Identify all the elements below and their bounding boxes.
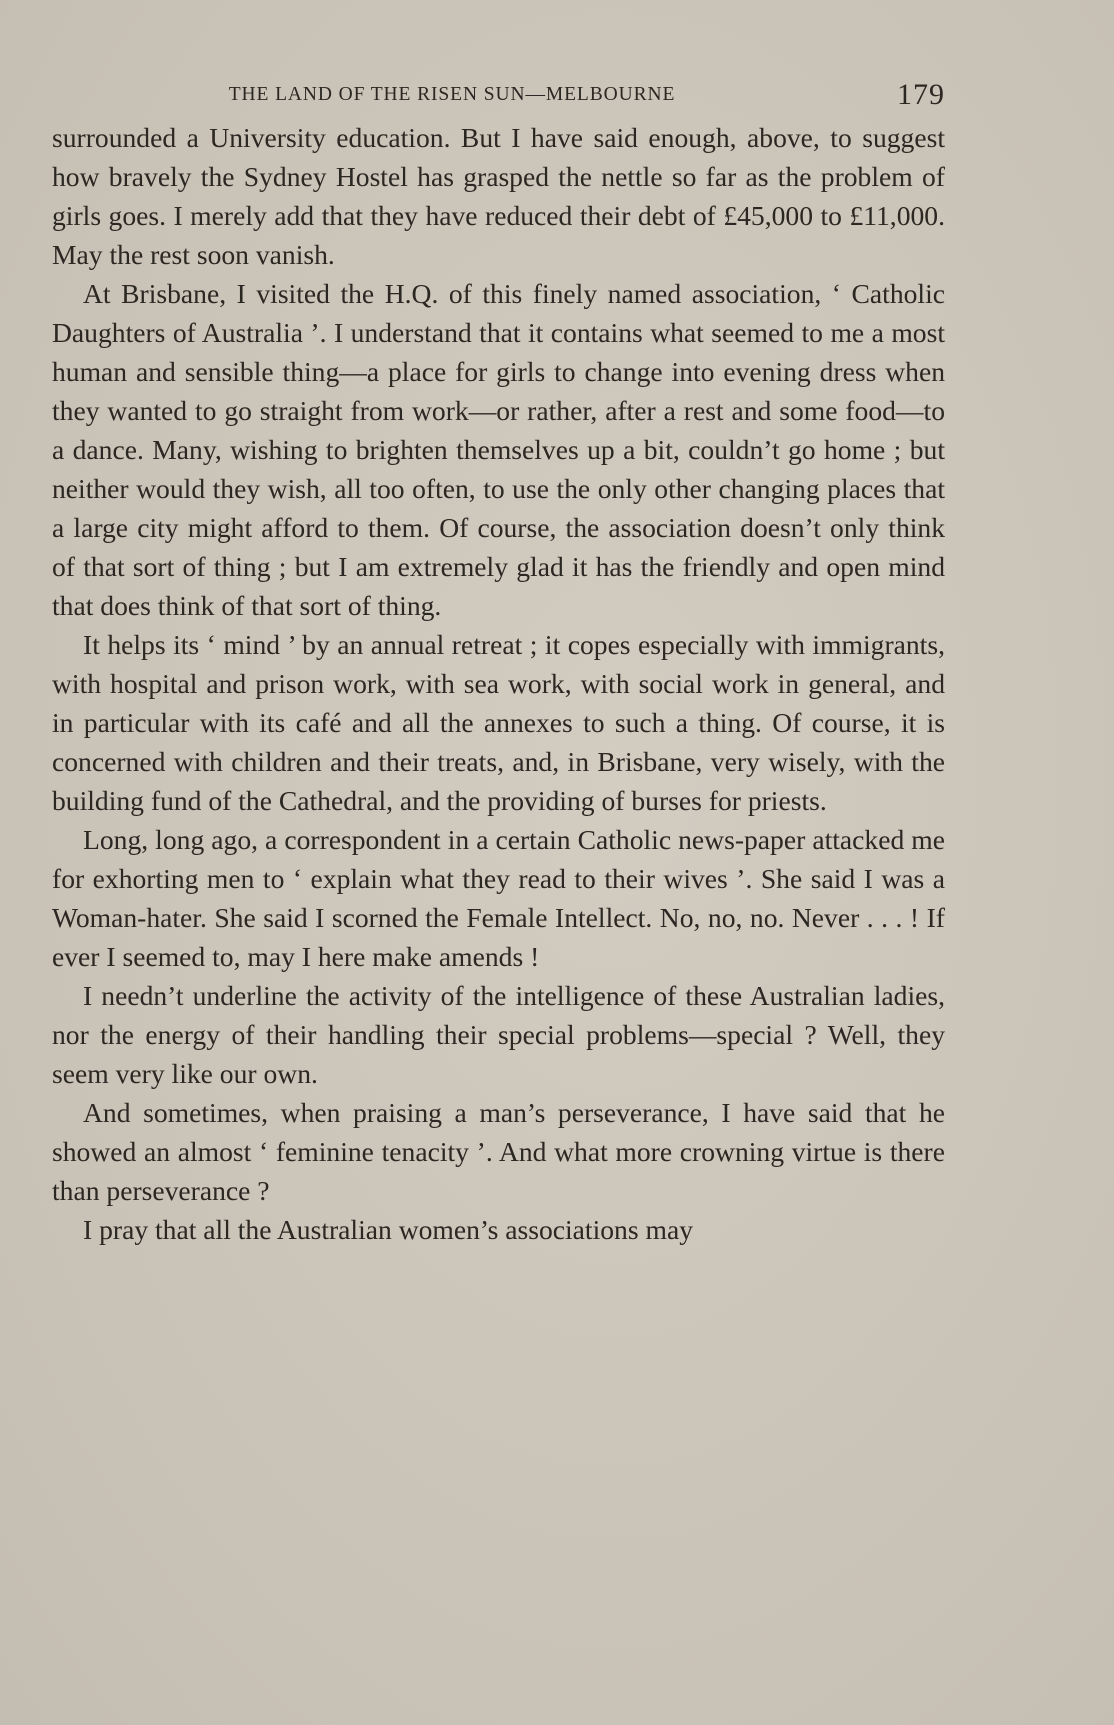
book-page	[52, 78, 945, 1249]
chapter-title: THE LAND OF THE RISEN SUN—MELBOURNE	[228, 84, 676, 105]
paragraph: surrounded a University education. But I have said enough, above, to suggest how bravely the Sydney Hostel has grasped the nettle so far as the problem of girls goes. I merely add that they have reduced their debt of £45,000 to £11,000. May the rest soon vanish.	[52, 122, 945, 270]
paragraph: And sometimes, when praising a man’s perseverance, I have said that he showed an almost ‘ feminine tenacity ’. And what more crowning virtue is there than perseverance ?	[52, 1097, 945, 1206]
body-text	[52, 118, 945, 1249]
paragraph: Long, long ago, a correspondent in a certain Catholic news-paper attacked me for exhorting men to ‘ explain what they read to their wives ’. She said I was a Woman-hater. She said I scorned the Female Intellect. No, no, no. Never . . . ! If ever I seemed to, may I here make amends !	[52, 824, 945, 972]
paragraph: I pray that all the Australian women’s associations may	[83, 1214, 693, 1245]
paragraph: At Brisbane, I visited the H.Q. of this finely named association, ‘ Catholic Daughters of Australia ’. I understand that it contains what seemed to me a most human and sensible thing—a place for girls to change into evening dress when they wanted to go straight from work—or rather, after a rest and some food—to a dance. Many, wishing to brighten themselves up a bit, couldn’t go home ; but neither would they wish, all too often, to use the only other changing places that a large city might afford to them. Of course, the association doesn’t only think of that sort of thing ; but I am extremely glad it has the friendly and open mind that does think of that sort of thing.	[52, 278, 945, 621]
paragraph: It helps its ‘ mind ’ by an annual retreat ; it copes especially with immigrants, with hospital and prison work, with sea work, with social work in general, and in particular with its café and all the annexes to such a thing. Of course, it is concerned with children and their treats, and, in Brisbane, very wisely, with the building fund of the Cathedral, and the providing of burses for priests.	[52, 629, 945, 816]
paragraph: I needn’t underline the activity of the intelligence of these Australian ladies, nor the energy of their handling their special problems—special ? Well, they seem very like our own.	[52, 980, 945, 1089]
running-head	[52, 78, 945, 118]
page-number: 179	[897, 78, 945, 111]
